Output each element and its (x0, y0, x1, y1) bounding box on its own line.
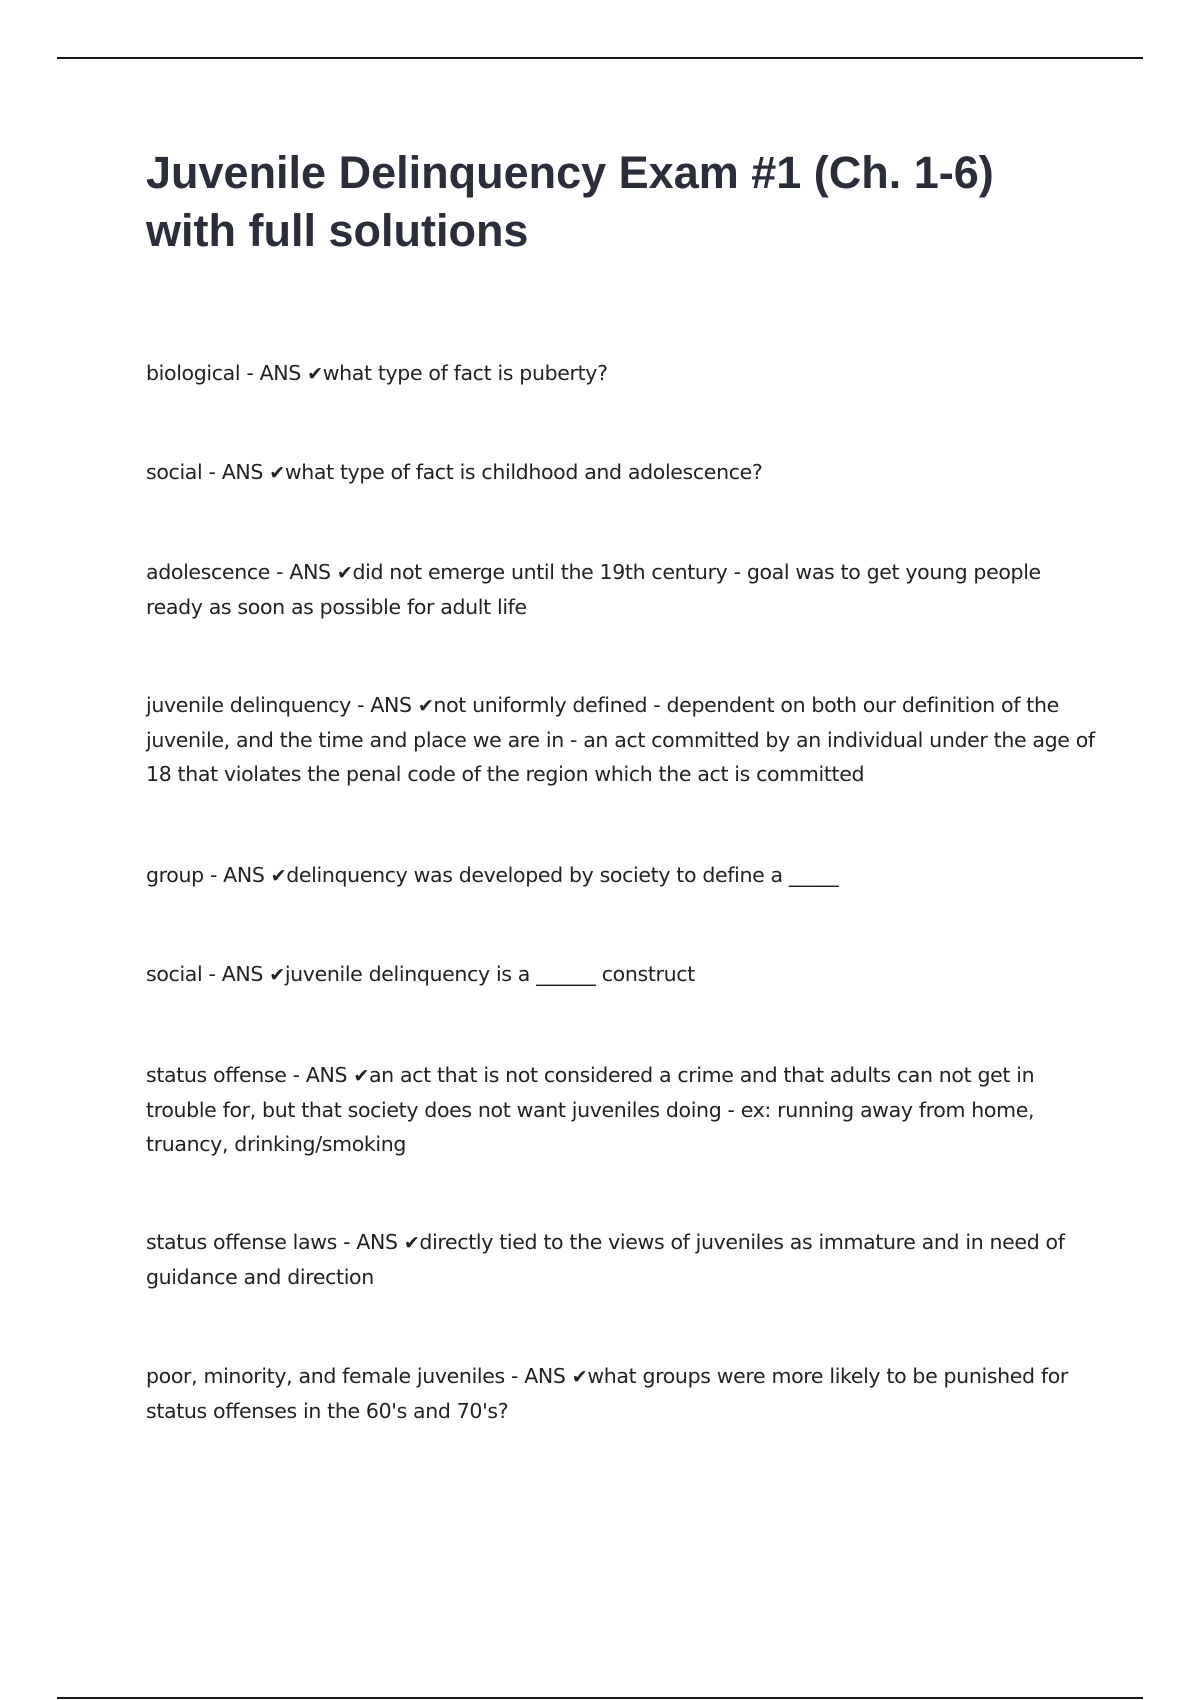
qa-term: status offense laws (146, 1230, 337, 1254)
check-mark-icon: ✔ (417, 695, 434, 717)
qa-definition: what type of fact is puberty? (322, 361, 608, 385)
qa-separator: - ANS (350, 693, 418, 717)
qa-item (146, 356, 1096, 391)
qa-term: group (146, 863, 204, 887)
check-mark-icon: ✔ (403, 1232, 420, 1254)
qa-separator: - ANS (240, 361, 308, 385)
qa-definition: what groups were more likely to be punished for status offenses in the 60's and 70's? (146, 1364, 1069, 1423)
check-mark-icon: ✔ (571, 1366, 588, 1388)
qa-definition: an act that is not considered a crime and that adults can not get in trouble for, but that society does not want juveniles doing - ex: running away from home, truancy, drinking/smoking (146, 1063, 1035, 1156)
qa-item (146, 1359, 1096, 1428)
qa-term: biological (146, 361, 241, 385)
check-mark-icon: ✔ (307, 363, 323, 385)
qa-definition: not uniformly defined - dependent on both our definition of the juvenile, and the time and place we are in - an act committed by an individual under the age of 18 that violates the penal code of the region which the act is committed (146, 693, 1095, 786)
qa-item (146, 688, 1096, 791)
qa-separator: - ANS (286, 1063, 354, 1087)
qa-item (146, 555, 1096, 624)
qa-separator: - ANS (504, 1364, 572, 1388)
qa-definition: did not emerge until the 19th century - goal was to get young people ready as soon as possible for adult life (146, 560, 1041, 619)
qa-term: social (146, 962, 203, 986)
qa-term: juvenile delinquency (146, 693, 351, 717)
check-mark-icon: ✔ (336, 562, 353, 584)
check-mark-icon: ✔ (353, 1065, 369, 1087)
qa-term: status offense (146, 1063, 287, 1087)
qa-item (146, 455, 1096, 490)
qa-item (146, 1225, 1096, 1294)
qa-definition: delinquency was developed by society to define a _____ (286, 863, 839, 887)
qa-term: adolescence (146, 560, 271, 584)
document-title: Juvenile Delinquency Exam #1 (Ch. 1-6) with full solutions (146, 147, 994, 256)
check-mark-icon: ✔ (270, 865, 287, 887)
qa-separator: - ANS (202, 962, 270, 986)
qa-separator: - ANS (203, 863, 271, 887)
qa-term: social (146, 460, 203, 484)
top-divider (57, 57, 1143, 59)
qa-definition: juvenile delinquency is a ______ construct (284, 962, 695, 986)
bottom-divider (57, 1697, 1143, 1699)
qa-definition: what type of fact is childhood and adolescence? (284, 460, 763, 484)
check-mark-icon: ✔ (269, 462, 285, 484)
check-mark-icon: ✔ (269, 964, 285, 986)
qa-item (146, 957, 1096, 992)
qa-separator: - ANS (270, 560, 337, 584)
qa-separator: - ANS (336, 1230, 404, 1254)
qa-term: poor, minority, and female juveniles (146, 1364, 505, 1388)
qa-definition: directly tied to the views of juveniles as immature and in need of guidance and direction (146, 1230, 1065, 1289)
qa-separator: - ANS (202, 460, 270, 484)
qa-item (146, 858, 1096, 893)
qa-item (146, 1058, 1096, 1161)
